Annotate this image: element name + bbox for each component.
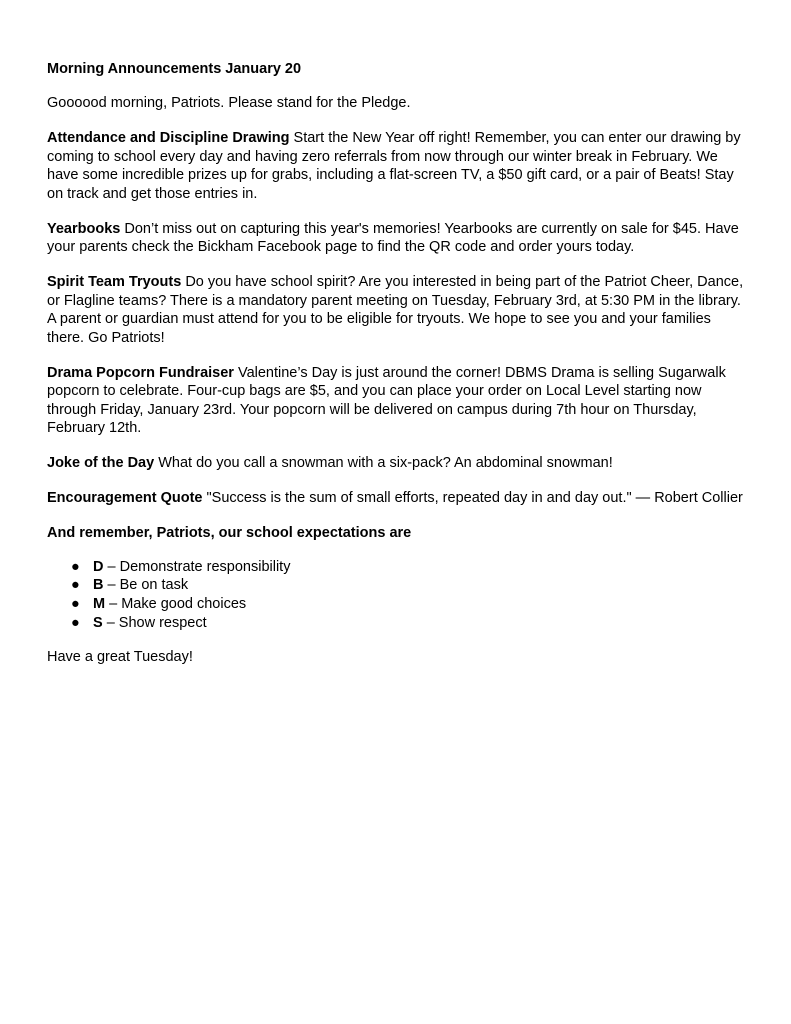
expectation-text: – Demonstrate responsibility — [107, 558, 291, 575]
section-yearbooks — [47, 220, 747, 257]
list-item — [47, 558, 747, 577]
document-title: Morning Announcements January 20 — [47, 61, 302, 77]
bullet-icon: ● — [71, 595, 80, 612]
expectations-heading — [47, 524, 747, 543]
expectation-text: – Make good choices — [109, 595, 247, 612]
announcements-document — [47, 60, 747, 683]
list-item — [47, 576, 747, 595]
section-heading: Yearbooks — [47, 220, 121, 237]
bullet-icon: ● — [71, 577, 80, 594]
section-body: Valentine’s Day is just around the corner! DBMS Drama is selling Sugarwalk popcorn to celebrate. Four-cup bags are $5, and you can place your order on Local Level starting now through Friday, January 23rd. Your popcorn will be delivered on campus during 7th hour on Thursday, February 12th. — [47, 364, 726, 436]
section-spirit-team-tryouts — [47, 273, 747, 347]
expectations-heading-text: And remember, Patriots, our school expectations are — [47, 525, 412, 541]
list-item — [47, 614, 747, 633]
section-heading: Attendance and Discipline Drawing — [47, 130, 290, 146]
greeting-text: Goooood morning, Patriots. Please stand for the Pledge. — [47, 95, 411, 111]
section-body: Start the New Year off right! Remember, you can enter our drawing by coming to school every day and having zero referrals from now through our winter break in February. We have some incredible prizes up for grabs, including a flat-screen TV, a $50 gift card, or a pair of Beats! Stay on track and get those entries in. — [47, 130, 741, 202]
section-joke-of-the-day — [47, 454, 747, 473]
section-heading: Spirit Team Tryouts — [47, 274, 182, 290]
expectations-list — [47, 558, 747, 633]
section-drama-popcorn-fundraiser — [47, 364, 747, 438]
section-heading: Joke of the Day — [47, 455, 155, 471]
expectation-letter: S — [93, 614, 103, 631]
section-body: "Success is the sum of small efforts, repeated day in and day out." — Robert Collier — [206, 490, 743, 506]
expectation-text: – Be on task — [107, 577, 189, 594]
section-body: Do you have school spirit? Are you interested in being part of the Patriot Cheer, Dance, or Flagline teams? There is a mandatory parent meeting on Tuesday, February 3rd, at 5:30 PM in the library. A parent or guardian must attend for you to be eligible for tryouts. We hope to see you and your families there. Go Patriots! — [47, 274, 744, 346]
section-body: Don’t miss out on capturing this year's memories! Yearbooks are currently on sale for $45. Have your parents check the Bickham Facebook page to find the QR code and order yours today. — [47, 220, 739, 255]
section-heading: Encouragement Quote — [47, 490, 203, 506]
expectation-letter: D — [93, 558, 104, 575]
bullet-icon: ● — [71, 558, 80, 575]
section-attendance-drawing — [47, 129, 747, 203]
section-body: What do you call a snowman with a six-pack? An abdominal snowman! — [158, 455, 613, 471]
expectation-letter: M — [93, 595, 106, 612]
expectation-letter: B — [93, 577, 104, 594]
closing-text: Have a great Tuesday! — [47, 648, 193, 665]
section-heading: Drama Popcorn Fundraiser — [47, 364, 234, 381]
section-encouragement-quote — [47, 489, 747, 508]
bullet-icon: ● — [71, 614, 80, 631]
list-item — [47, 595, 747, 614]
expectation-text: – Show respect — [106, 614, 207, 631]
